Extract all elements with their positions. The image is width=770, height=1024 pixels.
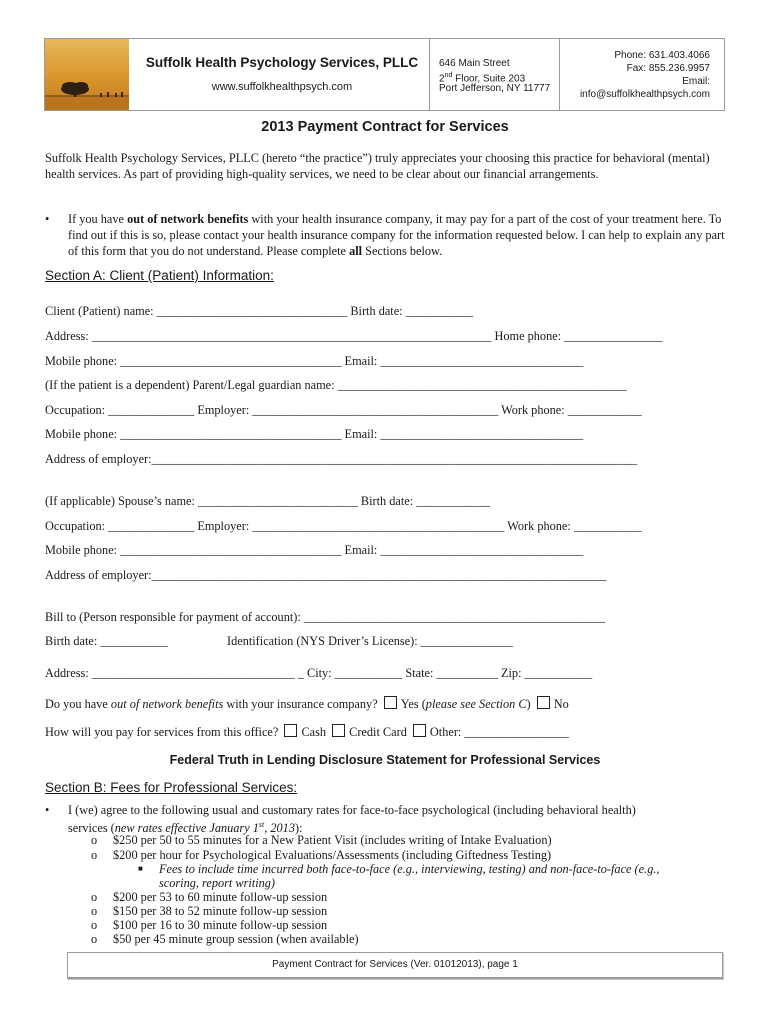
email-label: Email:: [682, 76, 710, 87]
list-marker: o: [91, 918, 98, 932]
spouse-occupation-field[interactable]: Occupation: ______________ Employer: _________________________________________ Work phone: ___________: [45, 519, 642, 533]
bill-address-field[interactable]: Address: _________________________________ _ City: ___________ State: __________ Zip: ___________: [45, 666, 593, 680]
list-marker: ■: [138, 864, 143, 873]
federal-disclosure-heading: Federal Truth in Lending Disclosure Statement for Professional Services: [169, 753, 601, 767]
fee-item: $150 per 38 to 52 minute follow-up session: [113, 904, 328, 918]
client-name-field[interactable]: Client (Patient) name: _______________________________ Birth date: ___________: [45, 304, 474, 318]
payment-method-question: How will you pay for services from this office? Cash Credit Card Other: _________________: [45, 725, 569, 739]
fee-item: $250 per 50 to 55 minutes for a New Patient Visit (includes writing of Intake Evaluation): [113, 833, 552, 847]
bullet-marker: •: [45, 212, 50, 226]
bill-birth-date-field[interactable]: Birth date: ___________: [45, 634, 168, 648]
mobile-email-field[interactable]: Mobile phone: ____________________________________ Email: _________________________________: [45, 427, 584, 441]
fees-intro-line1: I (we) agree to the following usual and customary rates for face-to-face psychological (including behavioral health): [68, 803, 636, 817]
header-divider: [559, 39, 560, 110]
fee-item: $50 per 45 minute group session (when available): [113, 932, 359, 946]
org-website[interactable]: www.suffolkhealthpsych.com: [211, 81, 353, 93]
spouse-mobile-email-field[interactable]: Mobile phone: ____________________________________ Email: _________________________________: [45, 543, 584, 557]
section-b-heading: Section B: Fees for Professional Services:: [45, 780, 298, 795]
spouse-employer-address-field[interactable]: Address of employer:__________________________________________________________________________: [45, 568, 607, 582]
fee-sub-note-line1: Fees to include time incurred both face-to-face (e.g., interviewing, testing) and non-face-to-face (e.g.,: [159, 862, 660, 876]
yes-checkbox[interactable]: [384, 696, 397, 709]
guardian-field[interactable]: (If the patient is a dependent) Parent/Legal guardian name: _______________________________________________: [45, 378, 627, 392]
address-line-1: 646 Main Street: [439, 58, 510, 69]
list-marker: o: [91, 890, 98, 904]
section-a-heading: Section A: Client (Patient) Information:: [45, 268, 274, 283]
address-line-3: Port Jefferson, NY 11777: [439, 83, 551, 94]
header-divider: [429, 39, 430, 110]
phone-number: Phone: 631.403.4066: [614, 50, 710, 61]
address-field[interactable]: Address: _________________________________________________________________ Home phone: ________________: [45, 329, 663, 343]
org-name: Suffolk Health Psychology Services, PLLC: [145, 55, 419, 70]
list-marker: o: [91, 904, 98, 918]
other-checkbox[interactable]: [413, 724, 426, 737]
out-of-network-question: Do you have out of network benefits with your insurance company? Yes (please see Section C) No: [45, 697, 569, 711]
intro-paragraph: Suffolk Health Psychology Services, PLLC (hereto “the practice”) truly appreciates your choosing this practice for behavioral (mental) health services. As part of providing high-quality services, we need to be clear about our financial arrangements.: [45, 151, 710, 181]
bill-to-field[interactable]: Bill to (Person responsible for payment of account): _________________________________________________: [45, 610, 606, 624]
address-line-2: 2nd Floor, Suite 203: [439, 72, 526, 85]
bullet-network-benefits: If you have out of network benefits with your health insurance company, it may pay for a part of the cost of your treatment here. To find out if this is so, please contact your health insurance company for the information requested below. I can help to explain any part of this form that you do not understand. Please complete all Sections below.: [68, 212, 725, 258]
mobile-email-field[interactable]: Mobile phone: ____________________________________ Email: _________________________________: [45, 354, 584, 368]
logo-tree-sunset: [45, 39, 129, 110]
document-title: 2013 Payment Contract for Services: [261, 119, 509, 135]
occupation-field[interactable]: Occupation: ______________ Employer: ________________________________________ Work phone: ____________: [45, 403, 642, 417]
fee-sub-note-line2: scoring, report writing): [159, 876, 276, 890]
email-address[interactable]: info@suffolkhealthpsych.com: [579, 89, 710, 100]
page-footer: [67, 952, 723, 979]
fee-item: $200 per 53 to 60 minute follow-up session: [113, 890, 328, 904]
fee-item: $100 per 16 to 30 minute follow-up session: [113, 918, 328, 932]
list-marker: o: [91, 848, 98, 862]
credit-card-checkbox[interactable]: [332, 724, 345, 737]
fees-intro-line2: services (new rates effective January 1st, 2013):: [68, 820, 303, 836]
no-checkbox[interactable]: [537, 696, 550, 709]
cash-checkbox[interactable]: [284, 724, 297, 737]
list-marker: o: [91, 833, 98, 847]
fax-number: Fax: 855.236.9957: [626, 63, 710, 74]
spouse-name-field[interactable]: (If applicable) Spouse’s name: __________________________ Birth date: ____________: [45, 494, 491, 508]
identification-field[interactable]: Identification (NYS Driver’s License): _______________: [227, 634, 513, 648]
list-marker: o: [91, 932, 98, 946]
letterhead: [44, 38, 725, 111]
employer-address-field[interactable]: Address of employer:_______________________________________________________________________________: [45, 452, 638, 466]
footer-text: Payment Contract for Services (Ver. 01012013), page 1: [272, 959, 518, 970]
fee-item: $200 per hour for Psychological Evaluations/Assessments (including Giftedness Testing): [113, 848, 552, 862]
bullet-marker: •: [45, 803, 50, 817]
